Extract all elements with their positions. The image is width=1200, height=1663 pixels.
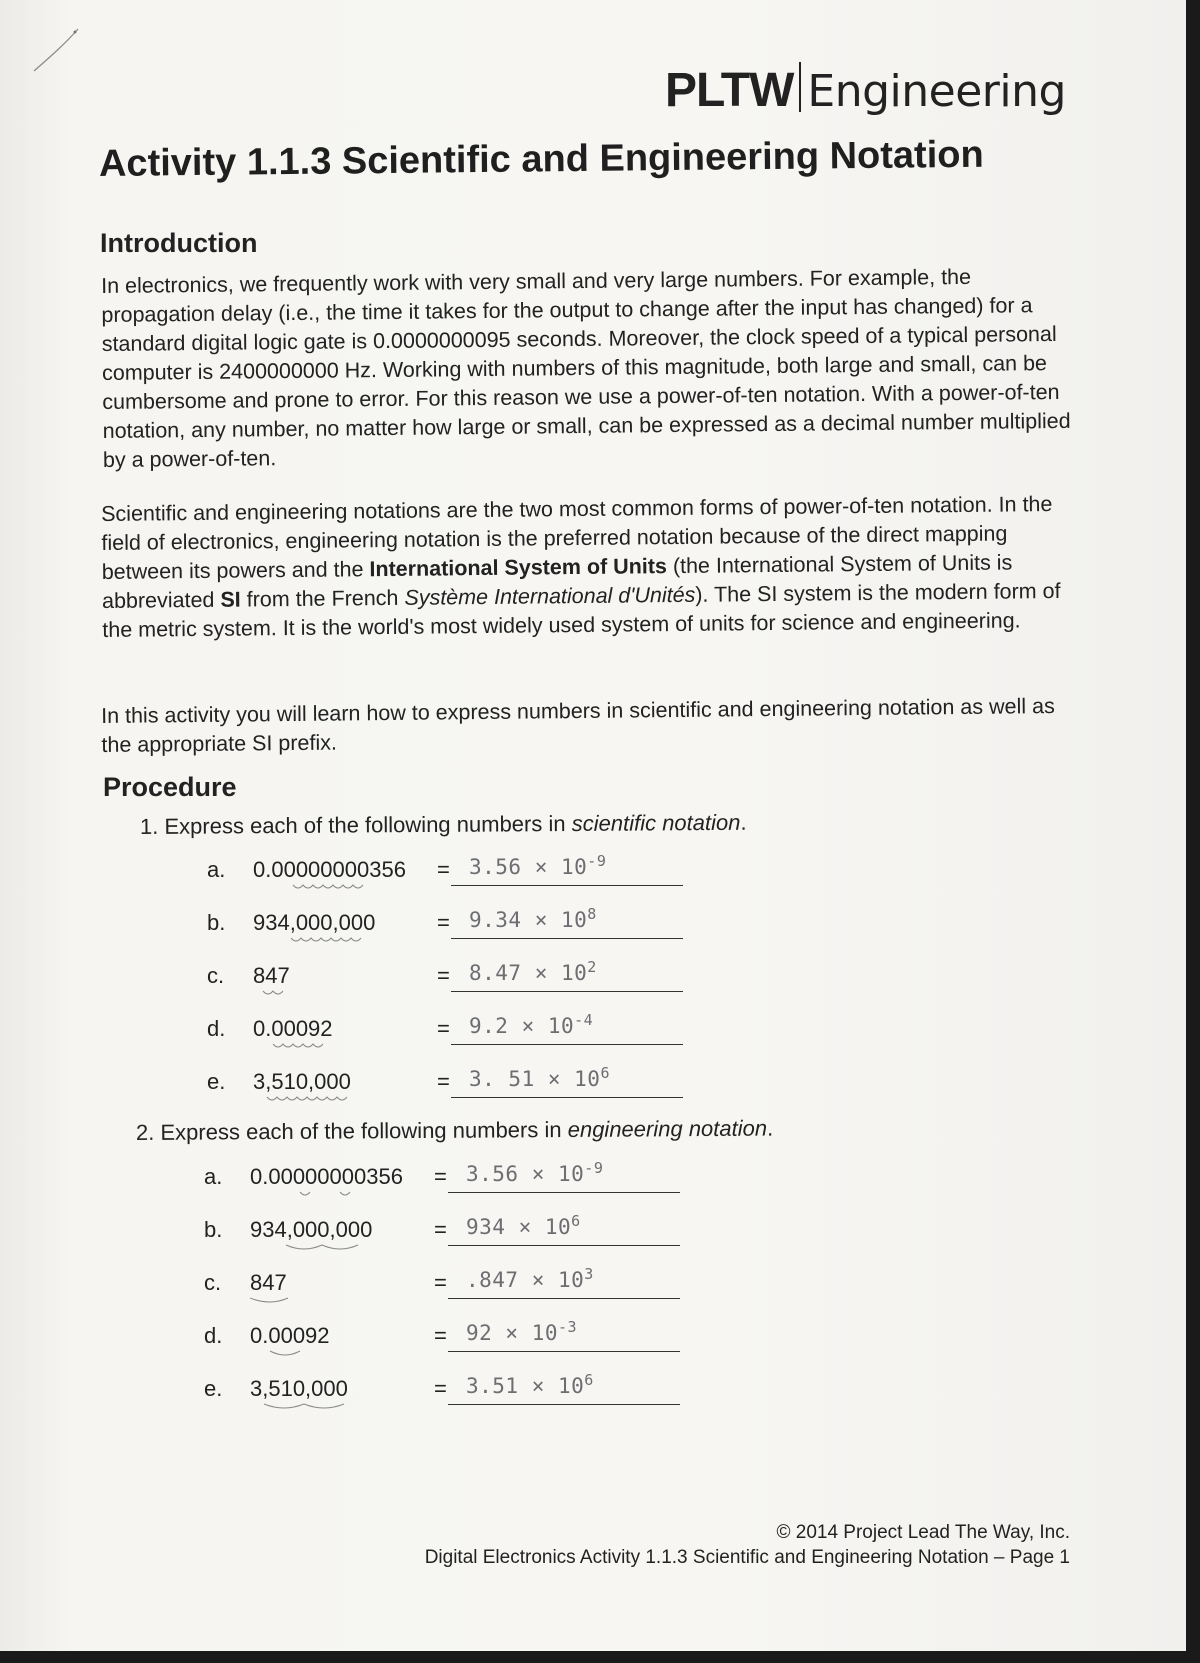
question-2-instruction	[136, 1116, 773, 1146]
question-2-prefix: 2. Express each of the following numbers in	[135, 1116, 568, 1145]
intro-paragraph-3: In this activity you will learn how to express numbers in scientific and engineering notation as well as the appropriate SI prefix.	[101, 694, 1055, 757]
answer-line	[451, 991, 683, 992]
item-letter: c.	[204, 1270, 222, 1295]
answer-exponent: 6	[600, 1064, 610, 1082]
answer-mantissa: 92 × 10	[466, 1321, 559, 1345]
pencil-squiggle-icon	[250, 1296, 290, 1304]
given-number: 934,000,000	[253, 910, 376, 935]
pencil-squiggle-icon	[253, 883, 403, 891]
equals-sign: =	[434, 1217, 447, 1242]
logo-brand: PLTW	[665, 64, 794, 117]
given-number: 934,000,000	[250, 1217, 373, 1242]
pencil-squiggle-icon	[253, 1042, 343, 1050]
equals-sign: =	[434, 1270, 447, 1295]
answer-exponent: -9	[587, 852, 607, 870]
equals-sign: =	[434, 1323, 447, 1348]
item-letter: d.	[207, 1016, 226, 1041]
si-bold: SI	[220, 587, 241, 612]
equals-sign: =	[437, 910, 450, 935]
question-1-emphasis: scientific notation	[571, 809, 741, 836]
item-letter: c.	[207, 963, 225, 988]
footer-copyright: © 2014 Project Lead The Way, Inc.	[776, 1522, 1070, 1543]
answer-mantissa: 8.47 × 10	[469, 961, 588, 985]
question-1-prefix: 1. Express each of the following numbers in	[139, 810, 572, 839]
item-letter: a.	[204, 1164, 223, 1189]
equals-sign: =	[437, 1016, 450, 1041]
answer-mantissa: 3.56 × 10	[469, 855, 588, 879]
handwritten-answer	[466, 1265, 594, 1292]
item-letter: d.	[204, 1323, 223, 1348]
intro-paragraph-2-part3: from the French	[240, 585, 405, 612]
item-letter: b.	[204, 1217, 223, 1242]
scan-edge-right	[1186, 0, 1200, 1663]
given-number: 0.00092	[250, 1323, 330, 1348]
pencil-squiggle-icon	[250, 1243, 380, 1251]
intro-paragraph-2-part4: ). The SI system is the modern form of the metric system. It is the world's most widely used system of units for science and engineering.	[102, 578, 1061, 642]
answer-mantissa: 934 × 10	[466, 1215, 572, 1239]
item-letter: a.	[207, 857, 226, 882]
handwritten-answer	[469, 852, 607, 879]
answer-exponent: 8	[587, 905, 597, 923]
handwritten-answer	[466, 1159, 604, 1186]
introduction-heading: Introduction	[100, 228, 258, 258]
question-2-suffix: .	[766, 1115, 774, 1141]
question-2-emphasis: engineering notation	[567, 1115, 768, 1142]
intro-paragraph-2-part2: (the International System of Units is abbreviated	[101, 550, 1013, 613]
answer-mantissa: 9.34 × 10	[469, 908, 588, 932]
equals-sign: =	[437, 1069, 450, 1094]
handwritten-answer	[469, 1064, 610, 1091]
answer-exponent: -3	[558, 1318, 578, 1336]
intro-paragraph-2	[101, 490, 1072, 645]
equals-sign: =	[434, 1164, 447, 1189]
question-1-instruction	[140, 810, 747, 840]
answer-mantissa: 3. 51 × 10	[469, 1067, 601, 1091]
logo-product: Engineering	[807, 66, 1066, 117]
answer-exponent: 6	[584, 1371, 594, 1389]
international-system-bold: International System of Units	[369, 554, 668, 582]
answer-exponent: -9	[584, 1159, 604, 1177]
answer-exponent: -4	[574, 1011, 594, 1029]
answer-line	[448, 1298, 680, 1299]
handwritten-answer	[469, 905, 597, 932]
given-number: 847	[253, 963, 290, 988]
handwritten-answer	[466, 1318, 578, 1345]
answer-line	[451, 1044, 683, 1045]
pencil-mark-icon	[30, 25, 82, 75]
given-number: 0.00000000356	[253, 857, 406, 882]
given-number: 0.00000000356	[250, 1164, 403, 1189]
answer-line	[448, 1404, 680, 1405]
answer-line	[448, 1351, 680, 1352]
handwritten-answer	[469, 958, 597, 985]
pencil-squiggle-icon	[253, 989, 293, 997]
handwritten-answer	[469, 1011, 594, 1038]
pencil-squiggle-icon	[250, 1190, 400, 1198]
answer-mantissa: 9.2 × 10	[469, 1014, 575, 1038]
answer-line	[451, 1097, 683, 1098]
answer-mantissa: .847 × 10	[466, 1268, 585, 1292]
systeme-international-italic: Système International d'Unités	[404, 582, 696, 610]
item-letter: e.	[204, 1376, 223, 1401]
intro-paragraph-2-part1: Scientific and engineering notations are the two most common forms of power-of-ten notation. In the field of electronics, engineering notation is the preferred notation because of the direct mapping between its powers and the	[101, 492, 1053, 584]
intro-paragraph-1: In electronics, we frequently work with very small and very large numbers. For example, the propagation delay (i.e., the time it takes for the output to change after the input has changed) for a standard digital logic gate is 0.0000000095 seconds. Moreover, the clock speed of a typical personal computer is 2400000000 Hz. Working with numbers of this magnitude, both large and small, can be cumbersome and prone to error. For this reason we use a power-of-ten notation. With a power-of-ten notation, any number, no matter how large or small, can be expressed as a decimal number multiplied by a power-of-ten.	[101, 264, 1071, 472]
question-1-suffix: .	[740, 809, 747, 835]
given-number: 847	[250, 1270, 287, 1295]
equals-sign: =	[437, 963, 450, 988]
handwritten-answer	[466, 1212, 581, 1239]
answer-mantissa: 3.51 × 10	[466, 1374, 585, 1398]
page-title: Activity 1.1.3 Scientific and Engineering Notation	[98, 133, 984, 185]
item-letter: e.	[207, 1069, 226, 1094]
footer-course-line: Digital Electronics Activity 1.1.3 Scientific and Engineering Notation – Page 1	[424, 1547, 1070, 1568]
pltw-logo	[665, 62, 1066, 118]
given-number: 3,510,000	[250, 1376, 348, 1401]
pencil-squiggle-icon	[253, 936, 383, 944]
procedure-heading: Procedure	[103, 772, 237, 802]
answer-mantissa: 3.56 × 10	[466, 1162, 585, 1186]
answer-exponent: 2	[587, 958, 597, 976]
equals-sign: =	[434, 1376, 447, 1401]
pencil-squiggle-icon	[250, 1402, 360, 1410]
answer-line	[448, 1192, 680, 1193]
given-number: 3,510,000	[253, 1069, 351, 1094]
item-letter: b.	[207, 910, 226, 935]
answer-exponent: 3	[584, 1265, 594, 1283]
answer-line	[451, 938, 683, 939]
handwritten-answer	[466, 1371, 594, 1398]
equals-sign: =	[437, 857, 450, 882]
answer-exponent: 6	[571, 1212, 581, 1230]
logo-divider	[799, 62, 801, 112]
pencil-squiggle-icon	[253, 1095, 363, 1103]
given-number: 0.00092	[253, 1016, 333, 1041]
answer-line	[448, 1245, 680, 1246]
pencil-squiggle-icon	[250, 1349, 340, 1357]
answer-line	[451, 885, 683, 886]
scan-edge-bottom	[0, 1651, 1200, 1663]
